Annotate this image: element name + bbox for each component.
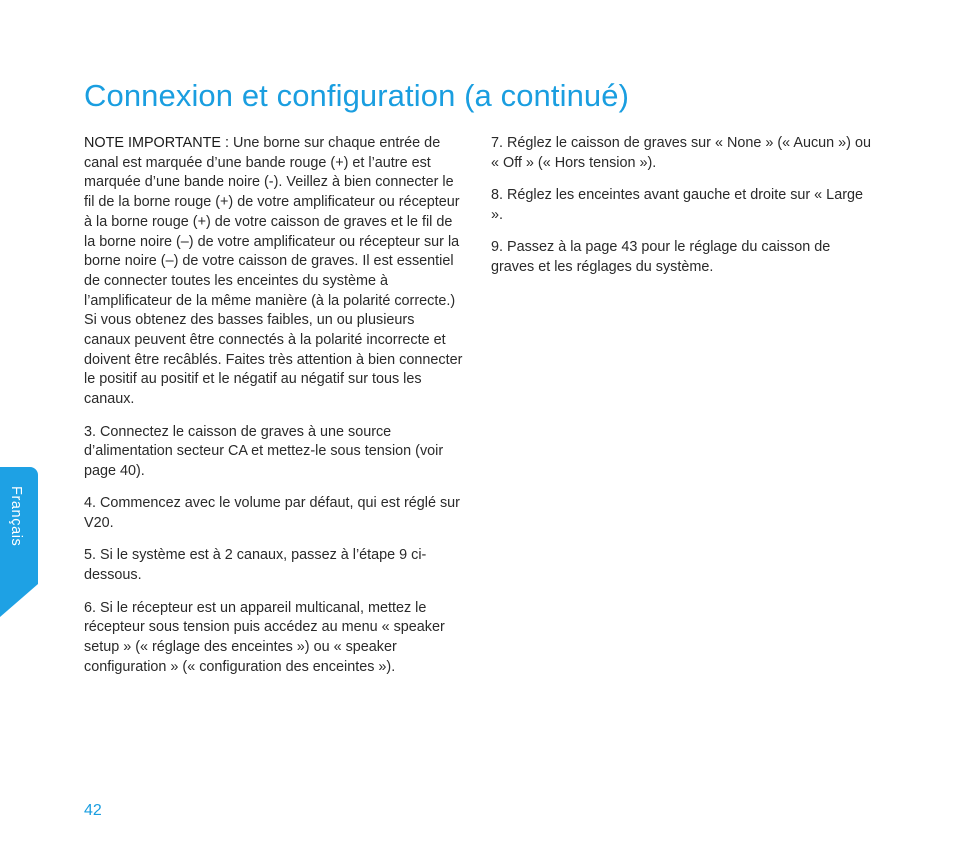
note-label: NOTE IMPORTANTE : xyxy=(84,135,229,151)
page-number: 42 xyxy=(84,802,102,819)
step-5: 5. Si le système est à 2 canaux, passez à l’étape 9 ci-dessous. xyxy=(84,547,427,584)
note-text: Une borne sur chaque entrée de canal est marquée d’une bande rouge (+) et l’autre est marquée d’une bande noire (-). Veillez à bien connecter le fil de la borne rouge (+) de votre amplificateur ou récepteur à la borne rouge (+) de votre caisson de graves et le fil de la borne noire (–) de votre amplificateur ou récepteur sur la borne noire (–) de votre caisson de graves. Il est essentiel de connecter toutes les enceintes du système à l’amplificateur de la même manière (à la polarité correcte.) Si vous obtenez des basses faibles, un ou plusieurs canaux peuvent être connectés à la polarité incorrecte et doivent être recâblés. Faites très attention à bien connecter le positif au positif et le négatif au négatif sur tous les canaux. xyxy=(84,135,463,408)
important-note xyxy=(84,134,464,410)
language-tab-label: Français xyxy=(8,486,24,547)
page-title: Connexion et configuration (a continué) xyxy=(84,78,630,113)
step-6: 6. Si le récepteur est un appareil multicanal, mettez le récepteur sous tension puis accédez au menu « speaker setup » (« réglage des enceintes ») ou « speaker configuration » (« configuration des enceintes »). xyxy=(84,599,445,675)
step-8: 8. Réglez les enceintes avant gauche et droite sur « Large ». xyxy=(491,187,863,223)
step-9: 9. Passez à la page 43 pour le réglage du caisson de graves et les réglages du système. xyxy=(491,239,831,275)
step-4: 4. Commencez avec le volume par défaut, qui est réglé sur V20. xyxy=(84,495,460,532)
step-7: 7. Réglez le caisson de graves sur « None » (« Aucun ») ou « Off » (« Hors tension »). xyxy=(491,135,871,171)
right-column xyxy=(491,134,876,290)
step-3: 3. Connectez le caisson de graves à une source d’alimentation secteur CA et mettez-le sous tension (voir page 40). xyxy=(84,423,444,479)
left-column xyxy=(84,134,464,690)
